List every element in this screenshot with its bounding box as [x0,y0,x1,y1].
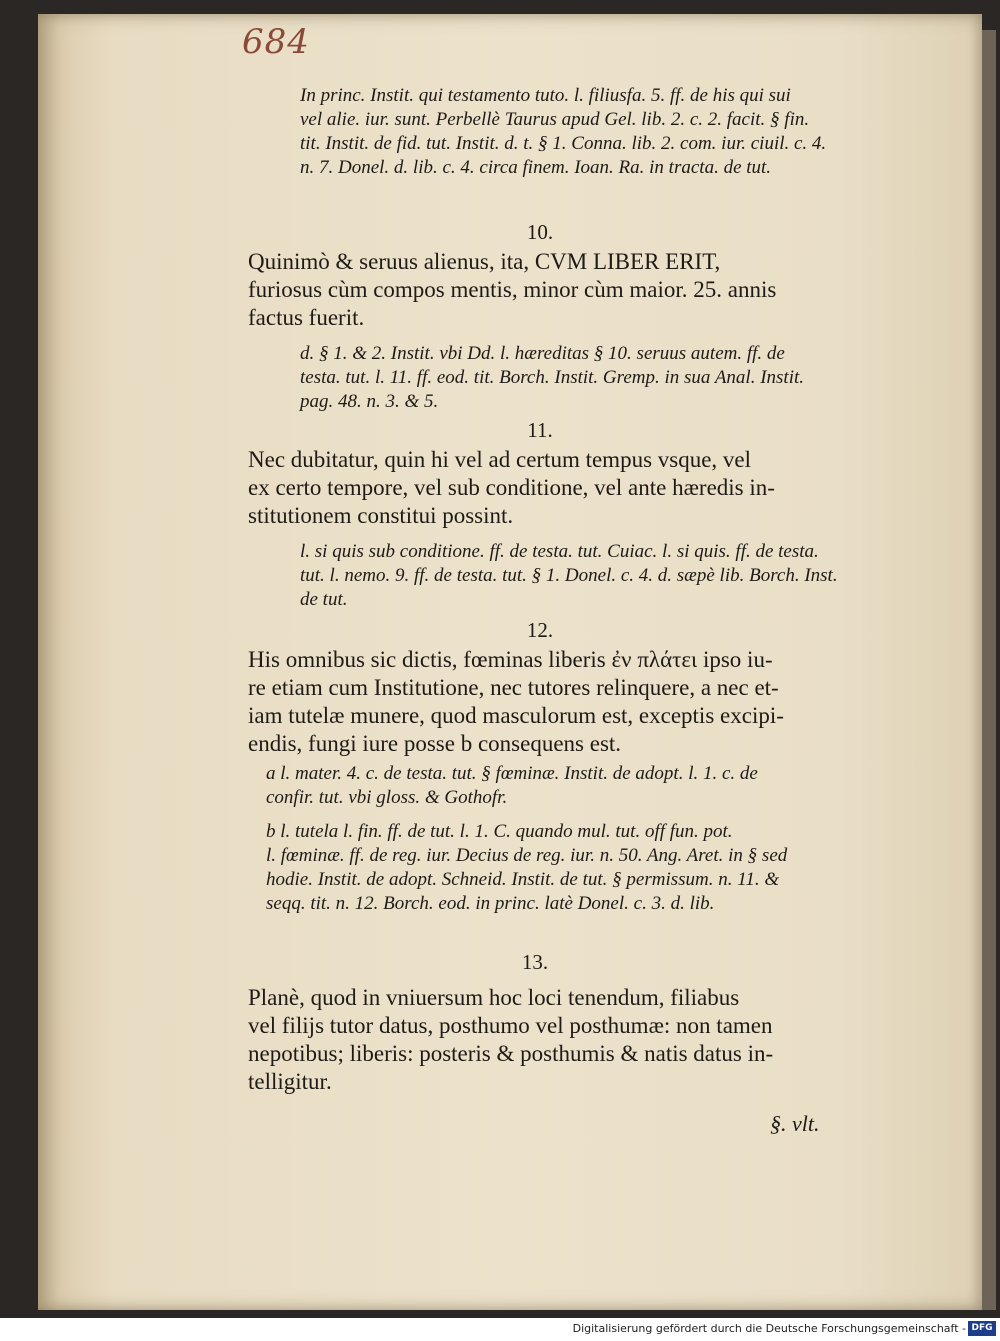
text-line: iam tutelæ munere, quod masculorum est, exceptis excipi- [248,703,784,729]
text-line: vel filijs tutor datus, posthumo vel posthumæ: non tamen [248,1013,773,1039]
footer-bar [0,1318,1000,1341]
section-12-text [248,646,784,758]
section-11-text [248,446,775,530]
note-line: vel alie. iur. sunt. Perbellè Taurus apud Gel. lib. 2. c. 2. facit. § fin. [300,109,810,131]
text-line: Planè, quod in vniuersum hoc loci tenendum, filiabus [248,985,740,1010]
footer-credit: Digitalisierung gefördert durch die Deutsche Forschungsgemeinschaft - [572,1322,966,1335]
text-line: His omnibus sic dictis, fœminas liberis ἐν πλάτει ipso iu- [248,647,773,672]
text-line: Nec dubitatur, quin hi vel ad certum tempus vsque, vel [248,447,752,472]
section-number-13: 13. [521,950,549,974]
note-line: In princ. Instit. qui testamento tuto. l. filiusfa. 5. ff. de his qui sui [300,85,791,106]
text-line: stitutionem constitui possint. [248,503,514,529]
text-line: factus fuerit. [248,305,365,331]
folio-number: 684 [242,22,310,62]
note-line: l. si quis sub conditione. ff. de testa. tut. Cuiac. l. si quis. ff. de testa. [300,541,819,562]
text-line: ex certo tempore, vel sub conditione, vel ante hæredis in- [248,475,775,501]
text-line: Quinimò & seruus alienus, ita, CVM LIBER ERIT, [248,249,721,274]
dfg-logo-icon: DFG [968,1321,996,1336]
section-number-10: 10. [526,220,554,244]
text-line: re etiam cum Institutione, nec tutores relinquere, a nec et- [248,675,779,701]
text-line: furiosus cùm compos mentis, minor cùm maior. 25. annis [248,277,777,303]
note-line: de tut. [300,589,348,611]
note-line: testa. tut. l. 11. ff. eod. tit. Borch. Instit. Gremp. in sua Anal. Instit. [300,367,805,389]
page-edge [982,30,996,1310]
note-line: tit. Instit. de fid. tut. Instit. d. t. § 1. Conna. lib. 2. com. iur. ciuil. c. 4. [300,133,827,155]
note-line: a l. mater. 4. c. de testa. tut. § fœminæ. Instit. de adopt. l. 1. c. de [266,763,758,784]
text-line: endis, fungi iure posse b consequens est. [248,731,622,757]
section-10-note [300,342,804,414]
section-11-note [300,540,838,612]
section-12-note-a [266,762,758,810]
note-line: confir. tut. vbi gloss. & Gothofr. [266,787,508,809]
section-10-text [248,248,776,332]
note-line: b l. tutela l. fin. ff. de tut. l. 1. C. quando mul. tut. off fun. pot. [266,821,733,842]
note-line: pag. 48. n. 3. & 5. [300,391,439,413]
note-line: n. 7. Donel. d. lib. c. 4. circa finem. Ioan. Ra. in tracta. de tut. [300,157,772,179]
section-13-text [248,984,773,1096]
note-line: d. § 1. & 2. Instit. vbi Dd. l. hæreditas § 10. seruus autem. ff. de [300,343,785,364]
catchword: §. vlt. [770,1111,820,1136]
text-line: nepotibus; liberis: posteris & posthumis & natis datus in- [248,1041,774,1067]
section-number-11: 11. [527,418,553,442]
note-line: tut. l. nemo. 9. ff. de testa. tut. § 1. Donel. c. 4. d. sæpè lib. Borch. Inst. [300,565,838,587]
note-line: hodie. Instit. de adopt. Schneid. Instit. de tut. § permissum. n. 11. & [266,869,780,891]
section-12-note-b [266,820,787,917]
note-line: seqq. tit. n. 12. Borch. eod. in princ. latè Donel. c. 3. d. lib. [266,893,715,915]
section-number-12: 12. [526,618,554,642]
note-line: l. fœminæ. ff. de reg. iur. Decius de reg. iur. n. 50. Ang. Aret. in § sed [266,845,788,867]
note-top [300,84,826,181]
text-line: telligitur. [248,1069,332,1095]
